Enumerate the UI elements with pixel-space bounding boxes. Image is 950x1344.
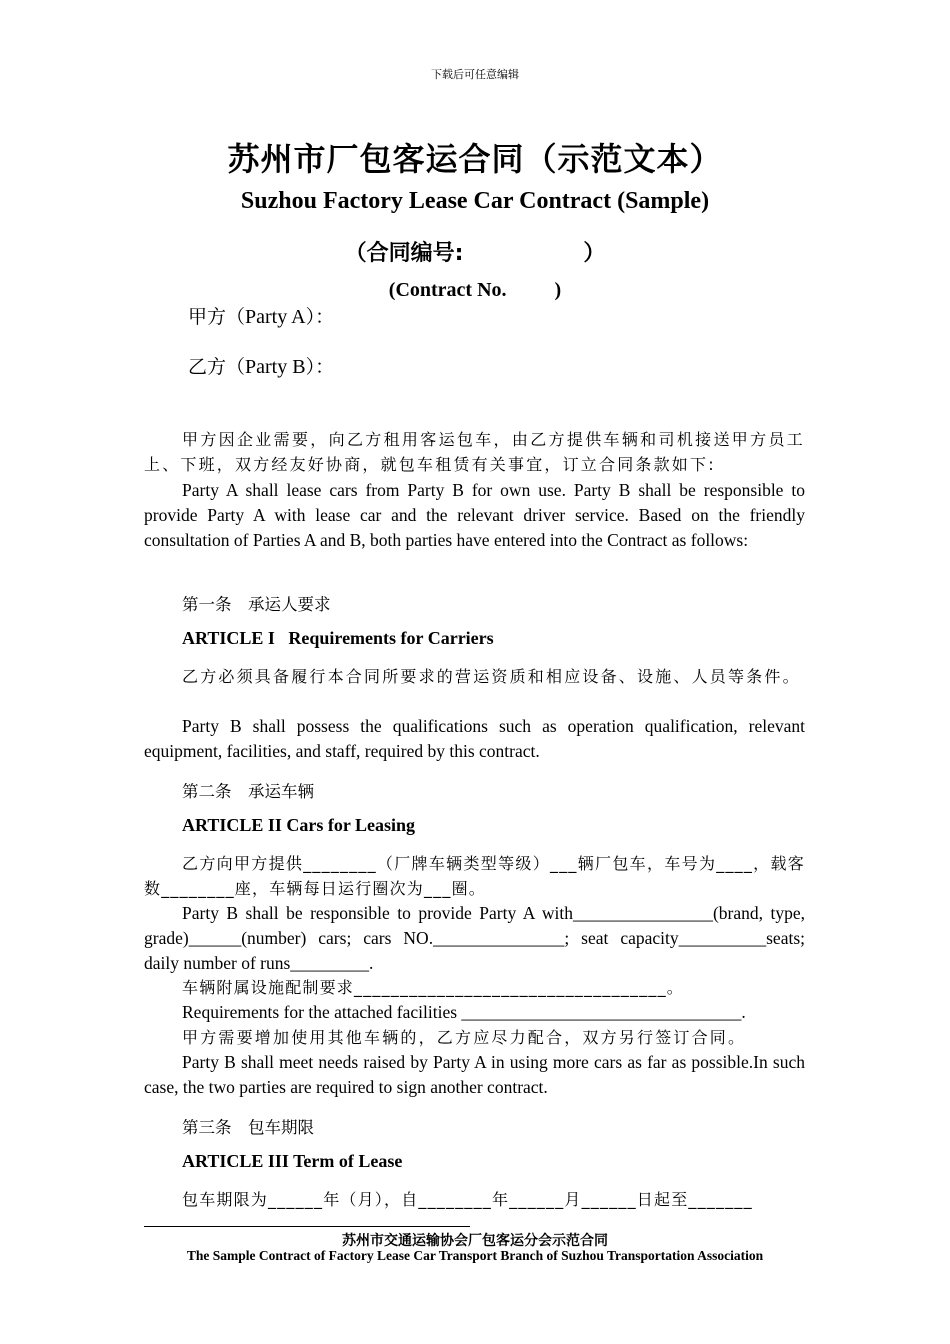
article-3-heading-zh: 第三条 包车期限 (182, 1118, 314, 1137)
party-b-label-en: Party B (245, 356, 306, 378)
document-title-zh: 苏州市厂包客运合同（示范文本） (227, 140, 723, 178)
article-2-body-zh-2: 车辆附属设施配制要求__________________________________。 (182, 978, 685, 997)
article-2-heading-zh: 第二条 承运车辆 (182, 782, 314, 801)
party-a-label-zh: 甲方（ (188, 306, 246, 328)
header-note: 下载后可任意编辑 (431, 68, 519, 81)
article-2-body-zh-3: 甲方需要增加使用其他车辆的，乙方应尽力配合，双方另行签订合同。 (182, 1028, 747, 1047)
party-b-label-zh: 乙方（ (188, 356, 246, 378)
party-a-line (188, 302, 334, 329)
article-2-body-en-2: Requirements for the attached facilities ________________________________. (182, 1002, 746, 1022)
footer-text-en: The Sample Contract of Factory Lease Car Transport Branch of Suzhou Transportation Association (186, 1248, 764, 1263)
contract-number-zh (0, 236, 950, 267)
footer-text-zh: 苏州市交通运输协会厂包客运分会示范合同 (342, 1233, 608, 1249)
article-2-body-zh-1: 乙方向甲方提供________（厂牌车辆类型等级）___辆厂包车，车号为____，载客数________座，车辆每日运行圈次为___圈。 (144, 854, 805, 898)
intro-paragraph-en: Party A shall lease cars from Party B for own use. Party B shall be responsible to provide Party A with lease car and the relevant driver service. Based on the friendly consultation of Parties A and B, both parties have entered into the Contract as follows: (144, 480, 805, 550)
article-1-heading-zh: 第一条 承运人要求 (182, 595, 331, 614)
intro-paragraph-zh: 甲方因企业需要，向乙方租用客运包车，由乙方提供车辆和司机接送甲方员工上、下班，双方经友好协商，就包车租赁有关事宜，订立合同条款如下: (144, 430, 805, 474)
party-b-line (188, 352, 334, 379)
contract-number-zh-open: （合同编号: (344, 241, 464, 266)
article-1-body-en: Party B shall possess the qualifications such as operation qualification, relevant equipment, facilities, and staff, required by this contract. (144, 716, 805, 761)
article-2-body-en-1: Party B shall be responsible to provide Party A with________________(brand, type, grade)______(number) cars; cars NO._______________; seat capacity__________seats; daily number of runs_________. (144, 903, 805, 973)
contract-number-en-open: (Contract No. (388, 279, 507, 301)
article-1-body-zh: 乙方必须具备履行本合同所要求的营运资质和相应设备、设施、人员等条件。 (182, 667, 801, 686)
article-2-heading-en: ARTICLE II Cars for Leasing (182, 815, 416, 835)
article-2-body-en-3: Party B shall meet needs raised by Party A in using more cars as far as possible.In such case, the two parties are required to sign another contract. (144, 1052, 805, 1097)
party-a-label-en: Party A (245, 306, 306, 328)
contract-number-zh-close: ） (583, 241, 606, 266)
party-a-label-end: ）： (305, 306, 335, 328)
contract-number-en (0, 279, 950, 302)
contract-number-en-close: ) (554, 279, 562, 301)
article-3-heading-en: ARTICLE III Term of Lease (182, 1151, 403, 1171)
footer-divider (144, 1226, 470, 1227)
article-3-body-zh: 包车期限为______年（月），自________年______月______日起至_______ (182, 1190, 753, 1209)
party-b-label-end: ）： (305, 356, 335, 378)
document-title-en: Suzhou Factory Lease Car Contract (Sample) (240, 188, 710, 214)
article-1-heading-en: ARTICLE I Requirements for Carriers (182, 628, 494, 648)
